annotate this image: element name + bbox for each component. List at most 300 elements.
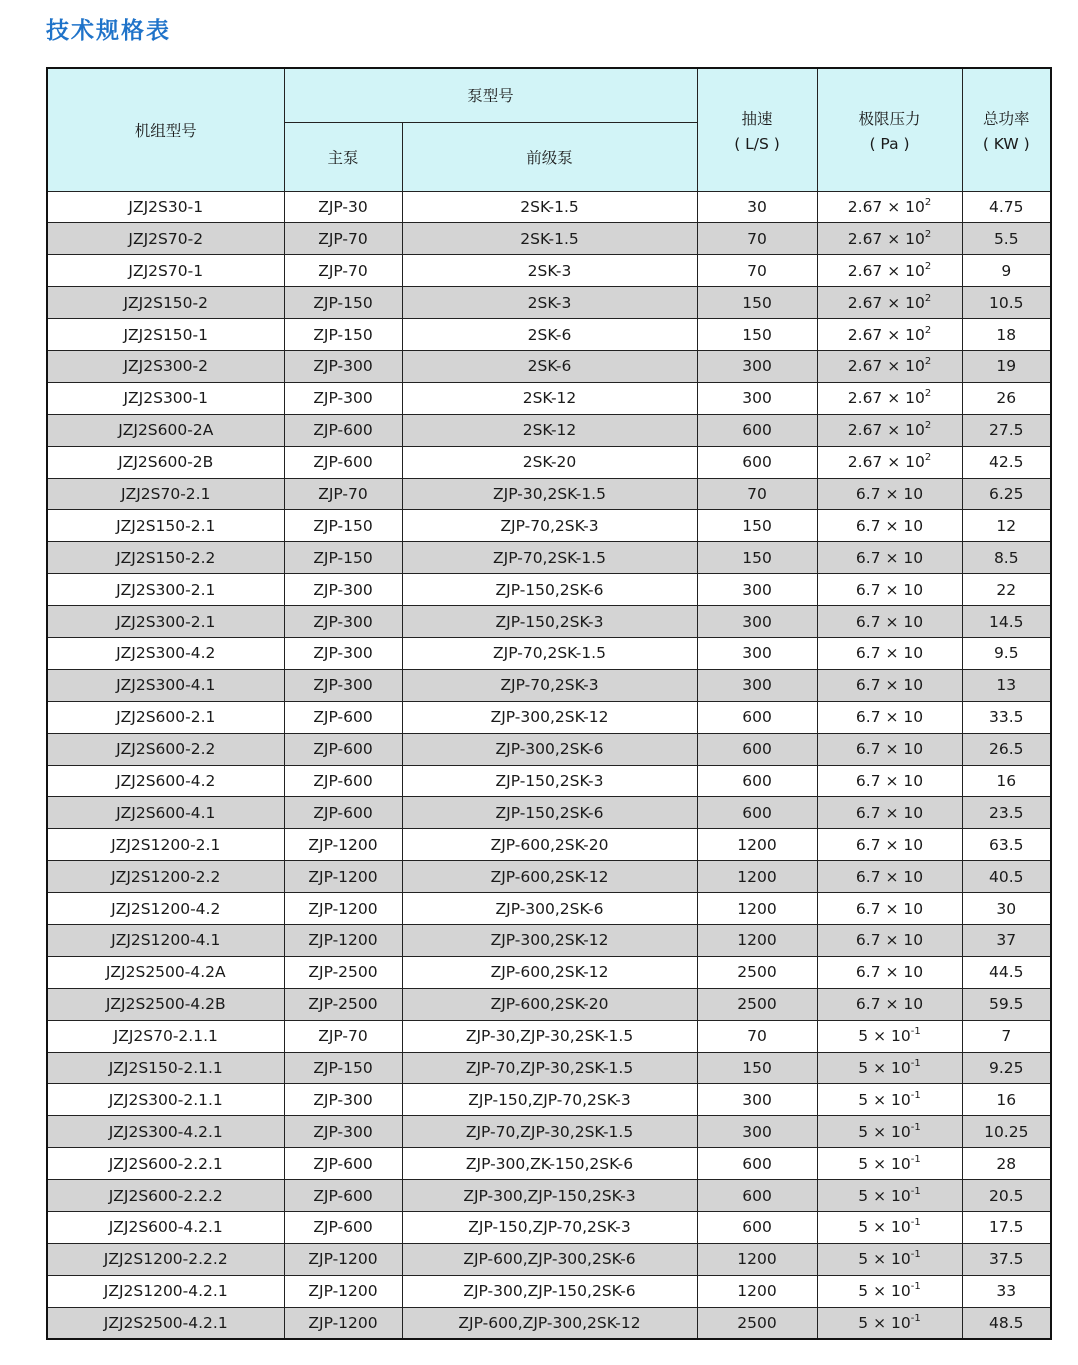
cell-speed: 600 xyxy=(697,797,817,829)
cell-model: JZJ2S1200-2.1 xyxy=(47,829,284,861)
cell-speed: 150 xyxy=(697,542,817,574)
pressure-base: 2.67 × 10 xyxy=(847,261,925,280)
header-backing-pump: 前级泵 xyxy=(402,122,697,191)
cell-pressure xyxy=(817,829,962,861)
cell-pressure xyxy=(817,637,962,669)
cell-main-pump: ZJP-2500 xyxy=(284,988,402,1020)
cell-speed: 600 xyxy=(697,733,817,765)
cell-speed: 150 xyxy=(697,1052,817,1084)
cell-pressure xyxy=(817,893,962,925)
cell-backing-pump: ZJP-300,ZJP-150,2SK-3 xyxy=(402,1180,697,1212)
cell-pressure xyxy=(817,478,962,510)
cell-main-pump: ZJP-1200 xyxy=(284,1275,402,1307)
cell-main-pump: ZJP-300 xyxy=(284,606,402,638)
table-row xyxy=(47,1052,1051,1084)
cell-main-pump: ZJP-300 xyxy=(284,382,402,414)
table-row xyxy=(47,1275,1051,1307)
pressure-exponent: 2 xyxy=(924,420,932,432)
pressure-exponent: -1 xyxy=(910,1026,921,1038)
cell-power: 12 xyxy=(962,510,1051,542)
pressure-exponent: -1 xyxy=(910,1089,921,1101)
cell-power: 20.5 xyxy=(962,1180,1051,1212)
cell-model: JZJ2S600-2A xyxy=(47,414,284,446)
pressure-exponent: 2 xyxy=(924,356,932,368)
pressure-base: 5 × 10 xyxy=(858,1154,911,1173)
cell-model: JZJ2S1200-4.2.1 xyxy=(47,1275,284,1307)
cell-backing-pump: ZJP-150,2SK-6 xyxy=(402,797,697,829)
cell-power: 16 xyxy=(962,1084,1051,1116)
cell-speed: 1200 xyxy=(697,924,817,956)
table-row xyxy=(47,414,1051,446)
cell-backing-pump: ZJP-30,2SK-1.5 xyxy=(402,478,697,510)
cell-speed: 300 xyxy=(697,574,817,606)
cell-pressure xyxy=(817,319,962,351)
cell-backing-pump: 2SK-1.5 xyxy=(402,191,697,223)
table-header xyxy=(47,68,1051,191)
cell-model: JZJ2S150-2 xyxy=(47,287,284,319)
pressure-base: 6.7 × 10 xyxy=(855,899,924,918)
cell-power: 33.5 xyxy=(962,701,1051,733)
cell-model: JZJ2S1200-2.2.2 xyxy=(47,1243,284,1275)
cell-speed: 300 xyxy=(697,669,817,701)
table-row xyxy=(47,829,1051,861)
cell-model: JZJ2S600-2.2.1 xyxy=(47,1148,284,1180)
cell-main-pump: ZJP-300 xyxy=(284,1116,402,1148)
cell-power: 10.25 xyxy=(962,1116,1051,1148)
cell-main-pump: ZJP-300 xyxy=(284,350,402,382)
table-row xyxy=(47,287,1051,319)
cell-backing-pump: 2SK-3 xyxy=(402,287,697,319)
pressure-exponent: 2 xyxy=(924,452,932,464)
table-row xyxy=(47,1020,1051,1052)
cell-backing-pump: ZJP-70,2SK-3 xyxy=(402,669,697,701)
cell-backing-pump: ZJP-600,ZJP-300,2SK-6 xyxy=(402,1243,697,1275)
cell-model: JZJ2S150-2.2 xyxy=(47,542,284,574)
cell-backing-pump: 2SK-12 xyxy=(402,382,697,414)
cell-model: JZJ2S300-2 xyxy=(47,350,284,382)
cell-speed: 300 xyxy=(697,350,817,382)
cell-model: JZJ2S30-1 xyxy=(47,191,284,223)
header-power-label: 总功率 xyxy=(983,109,1030,128)
header-speed-label: 抽速 xyxy=(741,109,773,128)
pressure-base: 6.7 × 10 xyxy=(855,931,924,950)
cell-model: JZJ2S1200-2.2 xyxy=(47,861,284,893)
cell-main-pump: ZJP-1200 xyxy=(284,861,402,893)
table-row xyxy=(47,956,1051,988)
cell-main-pump: ZJP-70 xyxy=(284,1020,402,1052)
cell-pressure xyxy=(817,255,962,287)
cell-model: JZJ2S600-2B xyxy=(47,446,284,478)
cell-main-pump: ZJP-150 xyxy=(284,542,402,574)
table-row xyxy=(47,1148,1051,1180)
header-power xyxy=(962,68,1051,191)
cell-speed: 30 xyxy=(697,191,817,223)
cell-power: 19 xyxy=(962,350,1051,382)
pressure-exponent: -1 xyxy=(910,1121,921,1133)
header-main-pump: 主泵 xyxy=(284,122,402,191)
cell-power: 59.5 xyxy=(962,988,1051,1020)
cell-model: JZJ2S70-2.1.1 xyxy=(47,1020,284,1052)
cell-speed: 150 xyxy=(697,319,817,351)
cell-speed: 300 xyxy=(697,606,817,638)
table-row xyxy=(47,797,1051,829)
cell-pressure xyxy=(817,765,962,797)
cell-pressure xyxy=(817,797,962,829)
table-row xyxy=(47,382,1051,414)
pressure-base: 6.7 × 10 xyxy=(855,516,924,535)
cell-model: JZJ2S2500-4.2.1 xyxy=(47,1307,284,1339)
cell-speed: 1200 xyxy=(697,1243,817,1275)
cell-power: 33 xyxy=(962,1275,1051,1307)
cell-speed: 70 xyxy=(697,223,817,255)
cell-main-pump: ZJP-600 xyxy=(284,1148,402,1180)
cell-pressure xyxy=(817,861,962,893)
cell-power: 26 xyxy=(962,382,1051,414)
cell-main-pump: ZJP-300 xyxy=(284,669,402,701)
cell-backing-pump: 2SK-20 xyxy=(402,446,697,478)
pressure-base: 2.67 × 10 xyxy=(847,293,925,312)
cell-speed: 1200 xyxy=(697,861,817,893)
cell-speed: 70 xyxy=(697,255,817,287)
cell-speed: 600 xyxy=(697,765,817,797)
cell-main-pump: ZJP-2500 xyxy=(284,956,402,988)
cell-model: JZJ2S70-2.1 xyxy=(47,478,284,510)
cell-main-pump: ZJP-600 xyxy=(284,701,402,733)
pressure-base: 6.7 × 10 xyxy=(855,740,924,759)
cell-speed: 600 xyxy=(697,446,817,478)
table-row xyxy=(47,1084,1051,1116)
pressure-exponent: 2 xyxy=(924,196,932,208)
cell-speed: 600 xyxy=(697,414,817,446)
cell-model: JZJ2S600-2.1 xyxy=(47,701,284,733)
cell-model: JZJ2S150-2.1 xyxy=(47,510,284,542)
cell-power: 8.5 xyxy=(962,542,1051,574)
table-row xyxy=(47,350,1051,382)
cell-power: 27.5 xyxy=(962,414,1051,446)
cell-pressure xyxy=(817,1084,962,1116)
cell-power: 63.5 xyxy=(962,829,1051,861)
pressure-exponent: 2 xyxy=(924,388,932,400)
cell-pressure xyxy=(817,733,962,765)
cell-pressure xyxy=(817,446,962,478)
table-row xyxy=(47,861,1051,893)
table-row xyxy=(47,223,1051,255)
cell-main-pump: ZJP-30 xyxy=(284,191,402,223)
cell-backing-pump: ZJP-600,2SK-12 xyxy=(402,956,697,988)
pressure-base: 2.67 × 10 xyxy=(847,357,925,376)
cell-backing-pump: ZJP-70,2SK-3 xyxy=(402,510,697,542)
header-pressure xyxy=(817,68,962,191)
pressure-base: 6.7 × 10 xyxy=(855,708,924,727)
pressure-exponent: -1 xyxy=(910,1249,921,1261)
table-row xyxy=(47,765,1051,797)
pressure-base: 2.67 × 10 xyxy=(847,421,925,440)
pressure-exponent: -1 xyxy=(910,1185,921,1197)
cell-power: 14.5 xyxy=(962,606,1051,638)
header-speed xyxy=(697,68,817,191)
cell-power: 4.75 xyxy=(962,191,1051,223)
table-row xyxy=(47,478,1051,510)
cell-main-pump: ZJP-1200 xyxy=(284,924,402,956)
cell-speed: 2500 xyxy=(697,988,817,1020)
header-speed-unit: ( L/S ) xyxy=(734,134,780,153)
cell-pressure xyxy=(817,1148,962,1180)
pressure-base: 5 × 10 xyxy=(858,1058,911,1077)
cell-model: JZJ2S300-2.1 xyxy=(47,606,284,638)
header-pressure-unit: ( Pa ) xyxy=(869,134,910,153)
cell-backing-pump: ZJP-70,ZJP-30,2SK-1.5 xyxy=(402,1116,697,1148)
pressure-base: 6.7 × 10 xyxy=(855,548,924,567)
cell-speed: 300 xyxy=(697,382,817,414)
cell-power: 37.5 xyxy=(962,1243,1051,1275)
cell-main-pump: ZJP-600 xyxy=(284,797,402,829)
cell-power: 9.5 xyxy=(962,637,1051,669)
header-pump-model: 泵型号 xyxy=(284,68,697,122)
cell-pressure xyxy=(817,924,962,956)
cell-main-pump: ZJP-600 xyxy=(284,414,402,446)
pressure-base: 5 × 10 xyxy=(858,1027,911,1046)
pressure-base: 6.7 × 10 xyxy=(855,771,924,790)
cell-pressure xyxy=(817,542,962,574)
cell-backing-pump: ZJP-150,2SK-6 xyxy=(402,574,697,606)
cell-main-pump: ZJP-600 xyxy=(284,733,402,765)
table-row xyxy=(47,1307,1051,1339)
cell-main-pump: ZJP-70 xyxy=(284,223,402,255)
cell-main-pump: ZJP-70 xyxy=(284,255,402,287)
cell-model: JZJ2S1200-4.2 xyxy=(47,893,284,925)
cell-speed: 300 xyxy=(697,637,817,669)
cell-main-pump: ZJP-150 xyxy=(284,510,402,542)
cell-backing-pump: ZJP-70,2SK-1.5 xyxy=(402,542,697,574)
cell-pressure xyxy=(817,414,962,446)
cell-backing-pump: 2SK-12 xyxy=(402,414,697,446)
table-row xyxy=(47,733,1051,765)
cell-backing-pump: ZJP-70,ZJP-30,2SK-1.5 xyxy=(402,1052,697,1084)
table-row xyxy=(47,1212,1051,1244)
cell-power: 13 xyxy=(962,669,1051,701)
cell-model: JZJ2S300-2.1.1 xyxy=(47,1084,284,1116)
cell-model: JZJ2S300-4.1 xyxy=(47,669,284,701)
pressure-exponent: -1 xyxy=(910,1312,921,1324)
spec-table xyxy=(46,67,1052,1340)
cell-power: 9 xyxy=(962,255,1051,287)
cell-model: JZJ2S600-4.1 xyxy=(47,797,284,829)
cell-pressure xyxy=(817,350,962,382)
pressure-exponent: -1 xyxy=(910,1217,921,1229)
pressure-exponent: 2 xyxy=(924,292,932,304)
cell-main-pump: ZJP-150 xyxy=(284,1052,402,1084)
cell-model: JZJ2S600-2.2.2 xyxy=(47,1180,284,1212)
cell-power: 6.25 xyxy=(962,478,1051,510)
pressure-base: 5 × 10 xyxy=(858,1282,911,1301)
table-row xyxy=(47,637,1051,669)
cell-model: JZJ2S1200-4.1 xyxy=(47,924,284,956)
table-row xyxy=(47,255,1051,287)
cell-main-pump: ZJP-300 xyxy=(284,1084,402,1116)
cell-pressure xyxy=(817,1020,962,1052)
cell-model: JZJ2S150-2.1.1 xyxy=(47,1052,284,1084)
pressure-base: 5 × 10 xyxy=(858,1122,911,1141)
cell-power: 5.5 xyxy=(962,223,1051,255)
cell-pressure xyxy=(817,1180,962,1212)
cell-power: 48.5 xyxy=(962,1307,1051,1339)
cell-speed: 600 xyxy=(697,1180,817,1212)
cell-backing-pump: ZJP-600,2SK-20 xyxy=(402,829,697,861)
pressure-exponent: 2 xyxy=(924,260,932,272)
cell-backing-pump: ZJP-30,ZJP-30,2SK-1.5 xyxy=(402,1020,697,1052)
cell-pressure xyxy=(817,606,962,638)
pressure-exponent: 2 xyxy=(924,324,932,336)
cell-pressure xyxy=(817,1243,962,1275)
header-pressure-label: 极限压力 xyxy=(858,109,921,128)
table-row xyxy=(47,1180,1051,1212)
page-title: 技术规格表 xyxy=(46,18,171,44)
cell-speed: 2500 xyxy=(697,1307,817,1339)
cell-pressure xyxy=(817,701,962,733)
pressure-base: 2.67 × 10 xyxy=(847,453,925,472)
cell-main-pump: ZJP-70 xyxy=(284,478,402,510)
cell-main-pump: ZJP-1200 xyxy=(284,829,402,861)
pressure-base: 5 × 10 xyxy=(858,1250,911,1269)
cell-main-pump: ZJP-600 xyxy=(284,1180,402,1212)
cell-power: 9.25 xyxy=(962,1052,1051,1084)
table-row xyxy=(47,510,1051,542)
table-row xyxy=(47,988,1051,1020)
table-body xyxy=(47,191,1051,1339)
cell-main-pump: ZJP-1200 xyxy=(284,1243,402,1275)
cell-main-pump: ZJP-150 xyxy=(284,287,402,319)
pressure-base: 5 × 10 xyxy=(858,1090,911,1109)
cell-power: 18 xyxy=(962,319,1051,351)
cell-pressure xyxy=(817,223,962,255)
cell-power: 7 xyxy=(962,1020,1051,1052)
pressure-base: 6.7 × 10 xyxy=(855,676,924,695)
cell-backing-pump: ZJP-600,2SK-20 xyxy=(402,988,697,1020)
pressure-exponent: -1 xyxy=(910,1281,921,1293)
cell-main-pump: ZJP-1200 xyxy=(284,893,402,925)
pressure-base: 2.67 × 10 xyxy=(847,325,925,344)
cell-model: JZJ2S300-2.1 xyxy=(47,574,284,606)
table-row xyxy=(47,924,1051,956)
table-row xyxy=(47,574,1051,606)
cell-pressure xyxy=(817,382,962,414)
table-row xyxy=(47,1243,1051,1275)
cell-model: JZJ2S300-4.2 xyxy=(47,637,284,669)
cell-power: 42.5 xyxy=(962,446,1051,478)
cell-main-pump: ZJP-1200 xyxy=(284,1307,402,1339)
cell-backing-pump: ZJP-600,2SK-12 xyxy=(402,861,697,893)
table-row xyxy=(47,669,1051,701)
cell-main-pump: ZJP-300 xyxy=(284,637,402,669)
pressure-base: 6.7 × 10 xyxy=(855,867,924,886)
cell-pressure xyxy=(817,287,962,319)
cell-power: 22 xyxy=(962,574,1051,606)
cell-model: JZJ2S600-4.2.1 xyxy=(47,1212,284,1244)
cell-model: JZJ2S70-2 xyxy=(47,223,284,255)
pressure-base: 6.7 × 10 xyxy=(855,580,924,599)
pressure-base: 5 × 10 xyxy=(858,1186,911,1205)
table-row xyxy=(47,191,1051,223)
cell-backing-pump: ZJP-70,2SK-1.5 xyxy=(402,637,697,669)
cell-main-pump: ZJP-600 xyxy=(284,1212,402,1244)
table-row xyxy=(47,542,1051,574)
cell-power: 16 xyxy=(962,765,1051,797)
cell-power: 26.5 xyxy=(962,733,1051,765)
table-row xyxy=(47,893,1051,925)
cell-pressure xyxy=(817,574,962,606)
table-row xyxy=(47,606,1051,638)
pressure-base: 6.7 × 10 xyxy=(855,644,924,663)
cell-speed: 600 xyxy=(697,1212,817,1244)
cell-pressure xyxy=(817,1307,962,1339)
cell-power: 30 xyxy=(962,893,1051,925)
cell-speed: 2500 xyxy=(697,956,817,988)
cell-model: JZJ2S600-4.2 xyxy=(47,765,284,797)
cell-speed: 70 xyxy=(697,1020,817,1052)
cell-pressure xyxy=(817,191,962,223)
cell-backing-pump: ZJP-600,ZJP-300,2SK-12 xyxy=(402,1307,697,1339)
cell-speed: 300 xyxy=(697,1084,817,1116)
cell-model: JZJ2S150-1 xyxy=(47,319,284,351)
cell-backing-pump: ZJP-300,2SK-12 xyxy=(402,701,697,733)
cell-main-pump: ZJP-150 xyxy=(284,319,402,351)
pressure-base: 6.7 × 10 xyxy=(855,612,924,631)
cell-backing-pump: ZJP-300,2SK-6 xyxy=(402,733,697,765)
cell-speed: 150 xyxy=(697,287,817,319)
cell-pressure xyxy=(817,510,962,542)
cell-model: JZJ2S2500-4.2B xyxy=(47,988,284,1020)
cell-model: JZJ2S600-2.2 xyxy=(47,733,284,765)
cell-speed: 1200 xyxy=(697,1275,817,1307)
cell-speed: 1200 xyxy=(697,829,817,861)
cell-speed: 600 xyxy=(697,701,817,733)
cell-main-pump: ZJP-600 xyxy=(284,765,402,797)
cell-power: 10.5 xyxy=(962,287,1051,319)
cell-backing-pump: 2SK-1.5 xyxy=(402,223,697,255)
pressure-exponent: -1 xyxy=(910,1057,921,1069)
cell-backing-pump: ZJP-150,2SK-3 xyxy=(402,606,697,638)
pressure-base: 5 × 10 xyxy=(858,1313,911,1332)
cell-power: 23.5 xyxy=(962,797,1051,829)
cell-main-pump: ZJP-600 xyxy=(284,446,402,478)
cell-backing-pump: 2SK-3 xyxy=(402,255,697,287)
cell-power: 44.5 xyxy=(962,956,1051,988)
cell-speed: 1200 xyxy=(697,893,817,925)
cell-backing-pump: ZJP-300,ZJP-150,2SK-6 xyxy=(402,1275,697,1307)
header-power-unit: ( KW ) xyxy=(982,134,1030,153)
cell-speed: 70 xyxy=(697,478,817,510)
pressure-base: 2.67 × 10 xyxy=(847,389,925,408)
pressure-base: 6.7 × 10 xyxy=(855,963,924,982)
table-row xyxy=(47,319,1051,351)
cell-speed: 600 xyxy=(697,1148,817,1180)
cell-power: 17.5 xyxy=(962,1212,1051,1244)
cell-model: JZJ2S2500-4.2A xyxy=(47,956,284,988)
cell-backing-pump: 2SK-6 xyxy=(402,350,697,382)
cell-speed: 150 xyxy=(697,510,817,542)
pressure-base: 2.67 × 10 xyxy=(847,229,925,248)
cell-pressure xyxy=(817,1275,962,1307)
cell-pressure xyxy=(817,669,962,701)
cell-backing-pump: ZJP-150,2SK-3 xyxy=(402,765,697,797)
pressure-base: 6.7 × 10 xyxy=(855,484,924,503)
cell-power: 28 xyxy=(962,1148,1051,1180)
cell-pressure xyxy=(817,1116,962,1148)
cell-backing-pump: ZJP-300,2SK-6 xyxy=(402,893,697,925)
cell-pressure xyxy=(817,1212,962,1244)
table-row xyxy=(47,446,1051,478)
cell-backing-pump: ZJP-300,2SK-12 xyxy=(402,924,697,956)
